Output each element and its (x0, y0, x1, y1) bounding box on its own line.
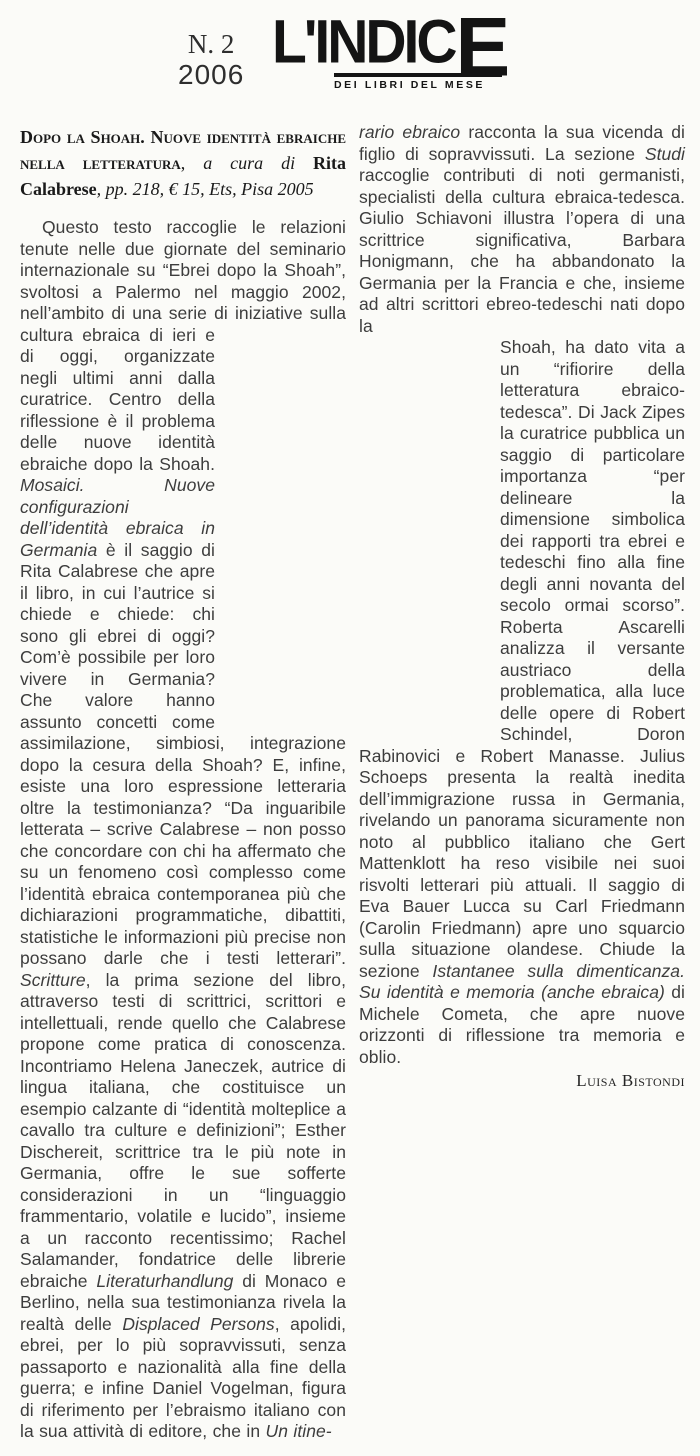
issue-year: 2006 (178, 58, 245, 90)
paragraph-text: cultura ebraica di ieri e di oggi, organizzate negli ultimi anni dalla curatrice. Centro della riflessione è il problema delle nuove identità ebraiche dopo la Shoah. Mosaici. Nuove configurazioni dell’identità ebraica in Germania è il saggio di Rita Calabrese che apre il libro, in cui l’autrice si chiede e chiede: chi sono gli ebrei di oggi? Com’è possibile per loro vivere in Germania? Che valore hanno assunto concetti come assimilazione, simbiosi, integrazione dopo la cesura della Shoah? E, infine, esiste una loro espressione letteraria oltre la testimonianza? “Da inguaribile letterata – scrive Calabrese – non posso che concordare con chi ha affermato che su un fenomeno così complesso come l’identità ebraica contemporanea più che dichiarazioni programmatiche, dibattiti, statistiche le informazioni più precise non possano darle che i testi letterari”. Scritture, la prima sezione del libro, attraverso testi di scrittrici, scrittori e intellettuali, rende quello che Calabrese propone come pratica di conoscenza. Incontriamo Helena Janeczek, autrice di lingua italiana, che costituisce un esempio calzante di “identità molteplice a cavallo tra culture e definizioni”; Esther Dischereit, scrittrice tra le più note in Germania, offre le sue sofferte considerazioni in un “linguaggio frammentario, volatile e lucido”, insieme a un racconto recentissimo; Rachel Salamander, fondatrice delle librerie ebraiche Literaturhandlung di Monaco e Berlino, nella sua testimonianza rivela la realtà delle Displaced Persons, apolidi, ebrei, per lo più sopravvissuti, senza passaporto e nazionalità alla fine della guerra; e infine Daniel Vogelman, figura di riferimento per l’ebraismo italiano con la sua attività di editore, che in Un itine- (20, 324, 347, 1441)
logo-title-tail: E (455, 1, 511, 94)
lindice-logo (272, 1, 511, 94)
paragraph-text: Shoah, ha dato vita a un “rifiorire della letteratura ebraico-tedesca”. Di Jack Zipes la curatrice pubblica un saggio di particolare importanza “per delineare la dimensione simbolica dei rapporti tra ebrei e tedeschi fino alla fine degli anni novanta del secolo ormai scorso”. Roberta Ascarelli analizza il versante austriaco della problematica, alla luce delle opere di Robert Schindel, Doron Rabinovici e Robert Manasse. Julius Schoeps presenta la realtà inedita dell’immigrazione russa in Germania, rivelando un panorama sicuramente non noto al pubblico italiano che Gert Mattenklott ha reso visibile nei suoi risvolti letterari più attuali. Il saggio di Eva Bauer Lucca su Carl Friedmann (Carolin Friedmann) apre uno squarcio sulla situazione olandese. Chiude la sezione Istantanee sulla dimenticanza. Su identità e memoria (anche ebraica) di Michele Cometa, che apre nuove orizzonti di riflessione tra memoria e oblio. (359, 337, 685, 1067)
logo-title-head: L'INDIC (272, 7, 455, 77)
paragraph: Questo testo raccoglie le relazioni tenute nelle due giornate del seminario internazionale su “Ebrei dopo la Shoah”, svoltosi a Palermo nel maggio 2002, nell’ambito di una serie di iniziative sulla (20, 217, 346, 323)
left-column (20, 122, 346, 1443)
book-heading: Dopo la Shoah. Nuove identità ebraiche nella letteratura, a cura di Rita Calabrese, pp. 218, € 15, Ets, Pisa 2005 (20, 127, 347, 199)
paragraph: rario ebraico racconta la sua vicenda di figlio di sopravvissuti. La sezione Studi raccoglie contributi di noti germanisti, specialisti della cultura ebraica-tedesca. Giulio Schiavoni illustra l’opera di una scrittrice significativa, Barbara Honigmann, che ha abbandonato la Germania per la Francia e che, insieme ad altri scrittori ebreo-tedeschi nati dopo la (359, 122, 685, 336)
paragraph (20, 325, 346, 1443)
author-signature: Luisa Bistondi (576, 1071, 685, 1090)
right-column (359, 122, 685, 1443)
page-header (0, 0, 700, 118)
text-wrap-spacer (215, 325, 346, 715)
article-columns (0, 118, 700, 1443)
paragraph (359, 337, 685, 1068)
logo-subtitle: DEI LIBRI DEL MESE (334, 73, 502, 91)
issue-number: N. 2 (187, 29, 235, 59)
text-wrap-spacer (359, 337, 500, 732)
issue-block (178, 30, 244, 90)
